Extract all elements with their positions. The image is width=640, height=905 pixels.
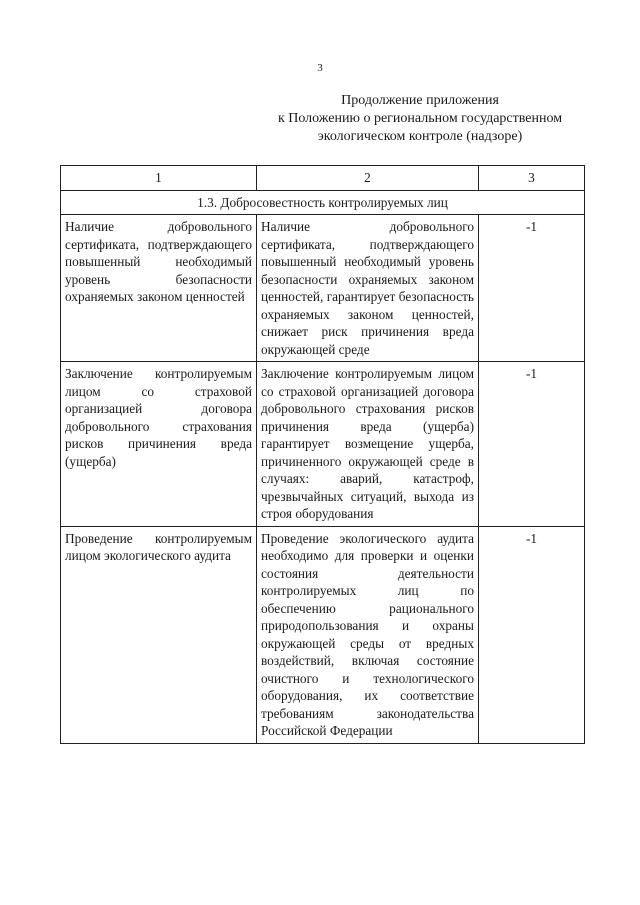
criteria-table	[60, 165, 585, 744]
page-number: 3	[317, 62, 323, 74]
appendix-header-line-3: экологическом контроле (надзоре)	[317, 129, 523, 144]
column-header-2: 2	[257, 166, 479, 191]
table-row	[61, 215, 585, 362]
column-header-3: 3	[479, 166, 585, 191]
table-header-row	[61, 166, 585, 191]
section-title: 1.3. Добросовестность контролируемых лиц	[61, 190, 585, 215]
section-row	[61, 190, 585, 215]
criterion-cell: Проведение контролируемым лицом экологического аудита	[61, 526, 257, 743]
criterion-cell: Наличие добровольного сертификата, подтверждающего повышенный необходимый уровень безопасности охраняемых законом ценностей	[61, 215, 257, 362]
appendix-header-line-1: Продолжение приложения	[341, 93, 499, 108]
criterion-cell: Заключение контролируемым лицом со страховой организацией договора добровольного страхования рисков причинения вреда (ущерба)	[61, 362, 257, 527]
score-cell: -1	[479, 215, 585, 362]
table-row	[61, 362, 585, 527]
justification-cell: Проведение экологического аудита необходимо для проверки и оценки состояния деятельности контролируемых лиц по обеспечению рационального природопользования и охраны окружающей среды от вредных воздействий, включая состояние очистного и технологического оборудования, их соответствие требованиям законодательства Российской Федерации	[257, 526, 479, 743]
appendix-header	[250, 92, 590, 146]
justification-cell: Заключение контролируемым лицом со страховой организацией договора добровольного страхования рисков причинения вреда (ущерба) гарантирует возмещение ущерба, причиненного окружающей среде в случаях: аварий, катастроф, чрезвычайных ситуаций, выхода из строя оборудования	[257, 362, 479, 527]
justification-cell: Наличие добровольного сертификата, подтверждающего повышенный необходимый уровень безопасности охраняемых законом ценностей, гарантирует безопасность охраняемых законом ценностей, снижает риск причинения вреда окружающей среде	[257, 215, 479, 362]
table-row	[61, 526, 585, 743]
column-header-1: 1	[61, 166, 257, 191]
appendix-header-line-2: к Положению о региональном государственном	[277, 111, 563, 126]
score-cell: -1	[479, 362, 585, 527]
score-cell: -1	[479, 526, 585, 743]
